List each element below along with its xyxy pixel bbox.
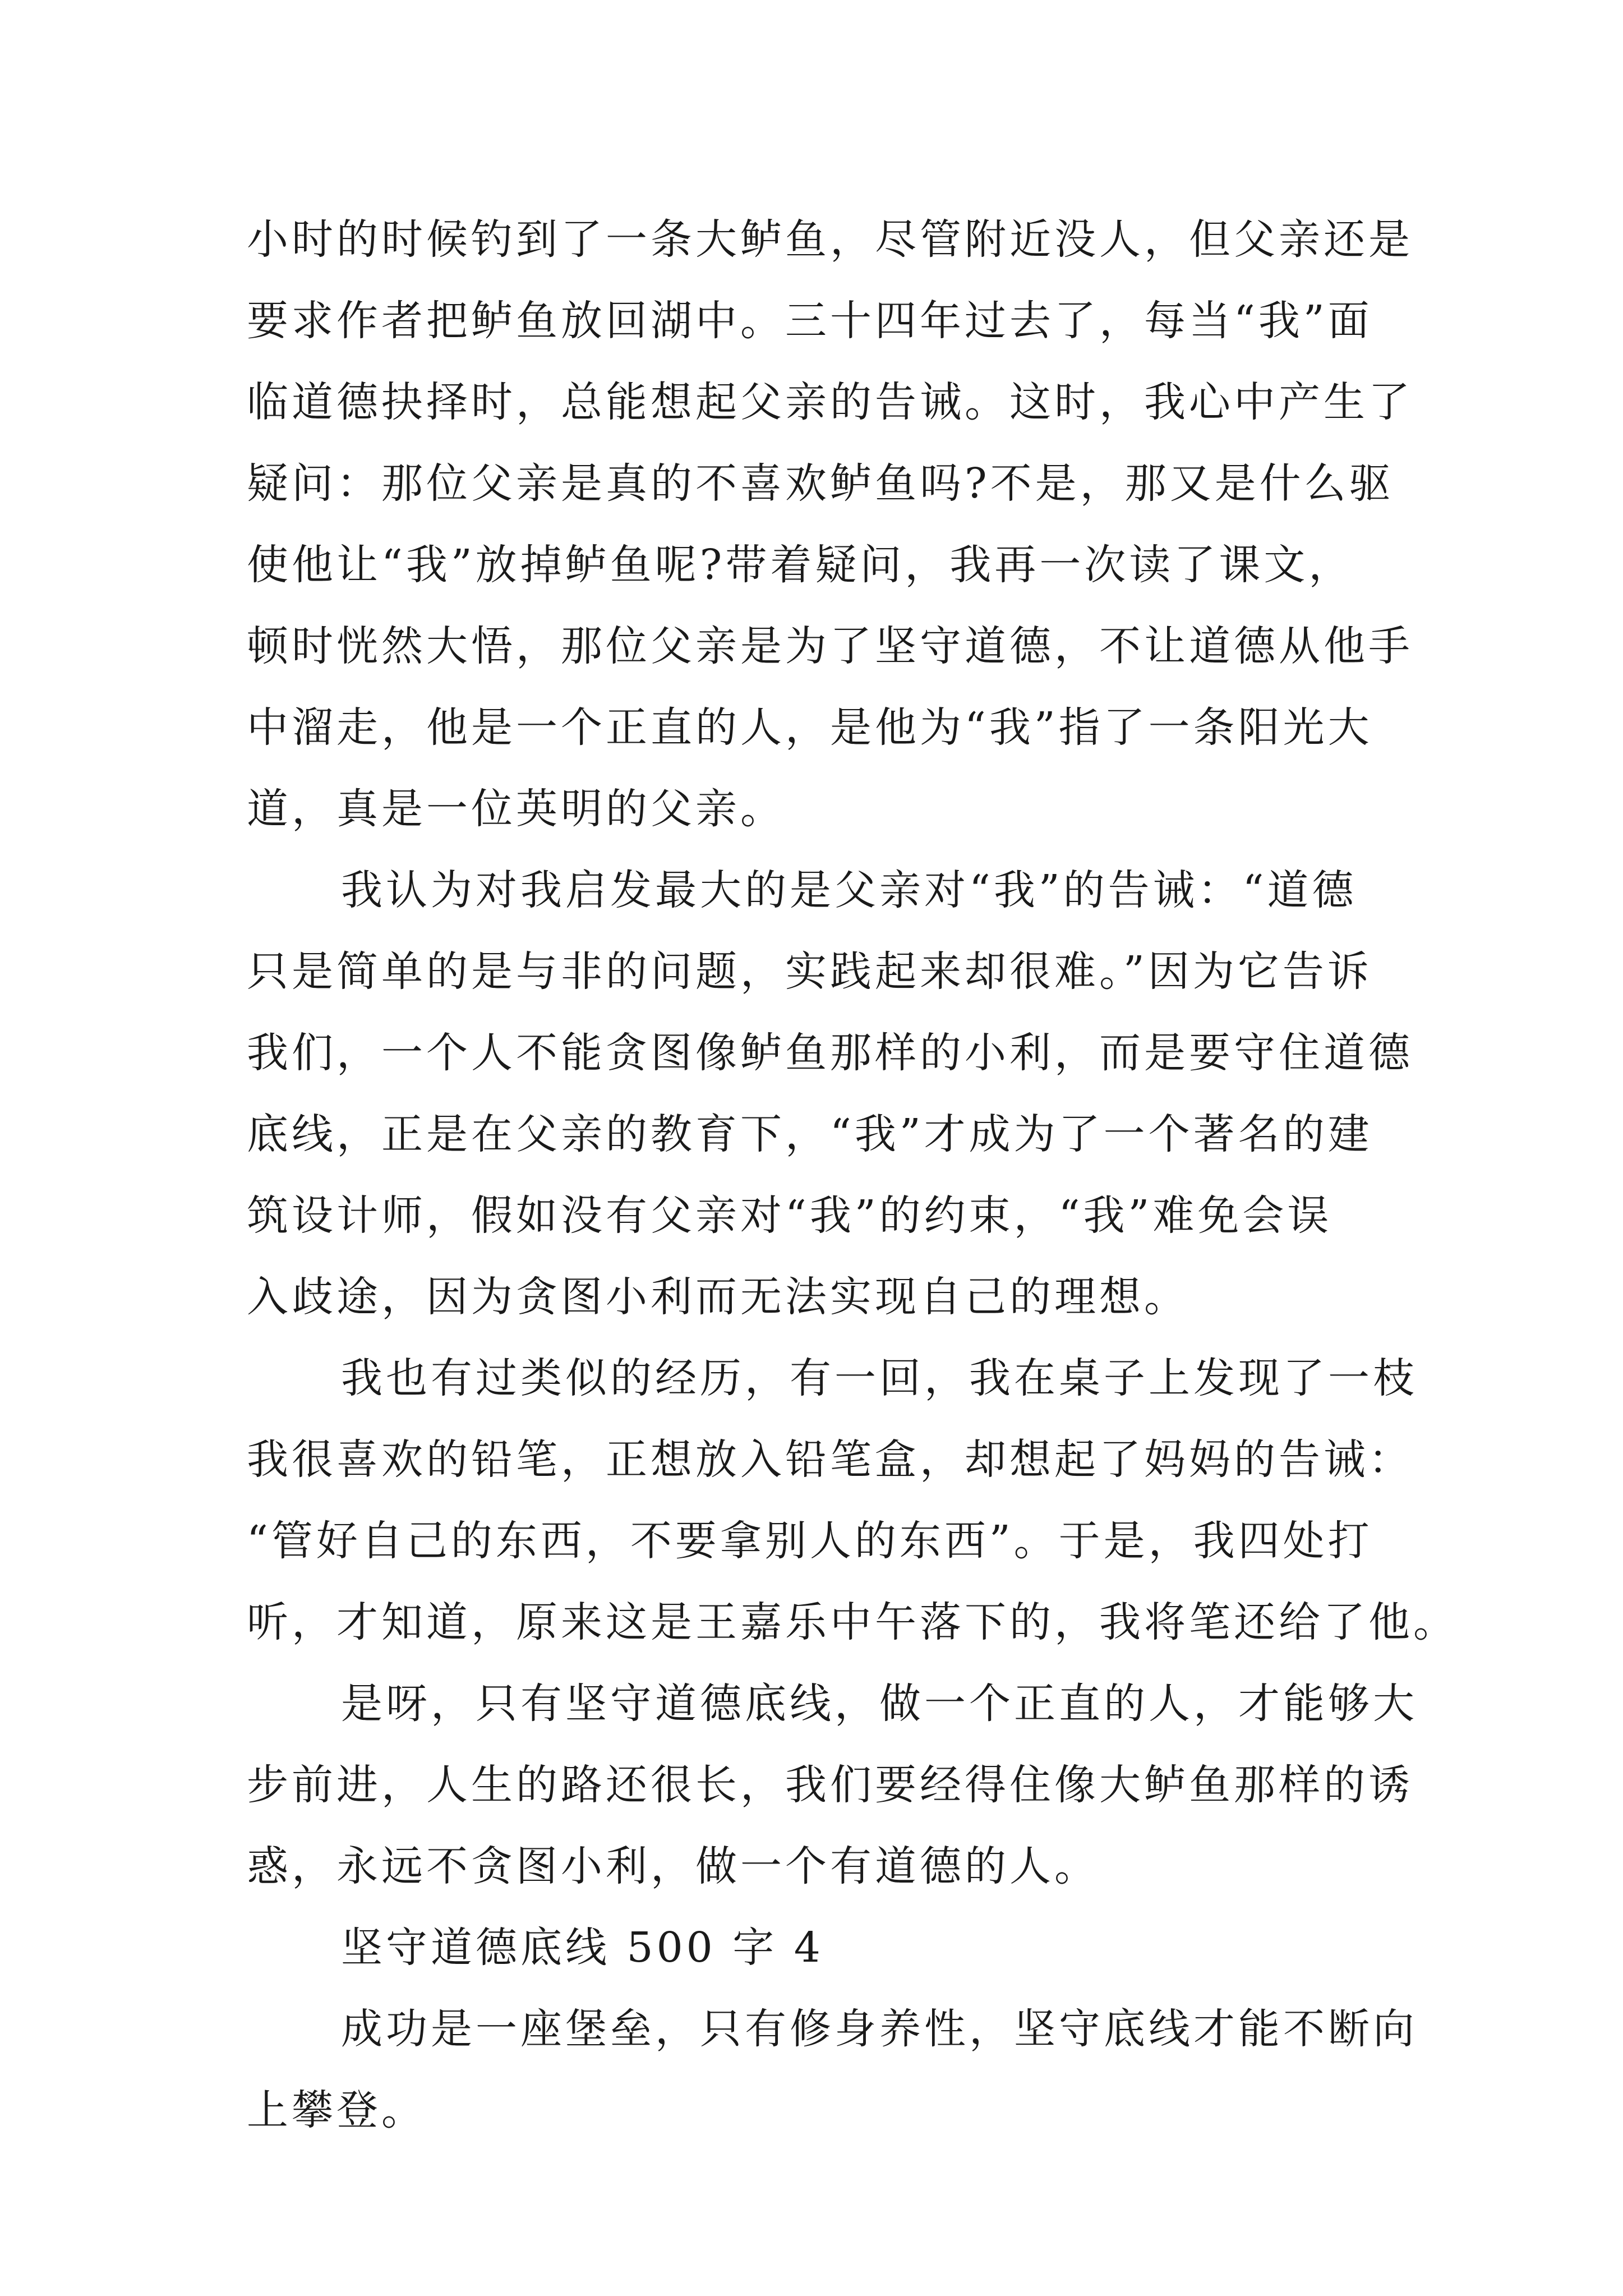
text-line: 筑设计师，假如没有父亲对“我”的约束，“我”难免会误 [247, 1191, 1332, 1240]
text-line: 要求作者把鲈鱼放回湖中。三十四年过去了，每当“我”面 [247, 297, 1373, 345]
text-line: “管好自己的东西，不要拿别人的东西”。于是，我四处打 [247, 1517, 1373, 1565]
paragraph-start-line: 我认为对我启发最大的是父亲对“我”的告诫：“道德 [341, 866, 1357, 914]
paragraph-start-line: 成功是一座堡垒，只有修身养性，坚守底线才能不断向 [341, 2005, 1418, 2053]
text-line: 使他让“我”放掉鲈鱼呢?带着疑问，我再一次读了课文， [247, 541, 1354, 589]
paragraph-start-line: 我也有过类似的经历，有一回，我在桌子上发现了一枝 [341, 1354, 1418, 1402]
text-line: 惑，永远不贪图小利，做一个有道德的人。 [247, 1842, 1099, 1890]
text-line: 顿时恍然大悟，那位父亲是为了坚守道德，不让道德从他手 [247, 622, 1413, 670]
text-line: 疑问：那位父亲是真的不喜欢鲈鱼吗?不是，那又是什么驱 [247, 459, 1394, 508]
section-heading: 坚守道德底线 500 字 4 [341, 1924, 824, 1972]
text-line: 临道德抉择时，总能想起父亲的告诫。这时，我心中产生了 [247, 378, 1413, 426]
document-body [247, 199, 1458, 2151]
text-line: 底线，正是在父亲的教育下，“我”才成为了一个著名的建 [247, 1110, 1373, 1158]
text-line: 步前进，人生的路还很长，我们要经得住像大鲈鱼那样的诱 [247, 1761, 1413, 1809]
text-line: 我们，一个人不能贪图像鲈鱼那样的小利，而是要守住道德 [247, 1029, 1413, 1077]
text-line: 听，才知道，原来这是王嘉乐中午落下的，我将笔还给了他。 [247, 1598, 1458, 1646]
text-line: 上攀登。 [247, 2086, 426, 2134]
text-line: 中溜走，他是一个正直的人，是他为“我”指了一条阳光大 [247, 703, 1373, 752]
text-line: 入歧途，因为贪图小利而无法实现自己的理想。 [247, 1273, 1189, 1321]
text-line: 我很喜欢的铅笔，正想放入铅笔盒，却想起了妈妈的告诫： [247, 1435, 1413, 1484]
text-line: 道，真是一位英明的父亲。 [247, 785, 785, 833]
text-line: 只是简单的是与非的问题，实践起来却很难。”因为它告诉 [247, 947, 1372, 996]
paragraph-start-line: 是呀，只有坚守道德底线，做一个正直的人，才能够大 [341, 1680, 1418, 1728]
text-line: 小时的时候钓到了一条大鲈鱼，尽管附近没人，但父亲还是 [247, 215, 1413, 264]
